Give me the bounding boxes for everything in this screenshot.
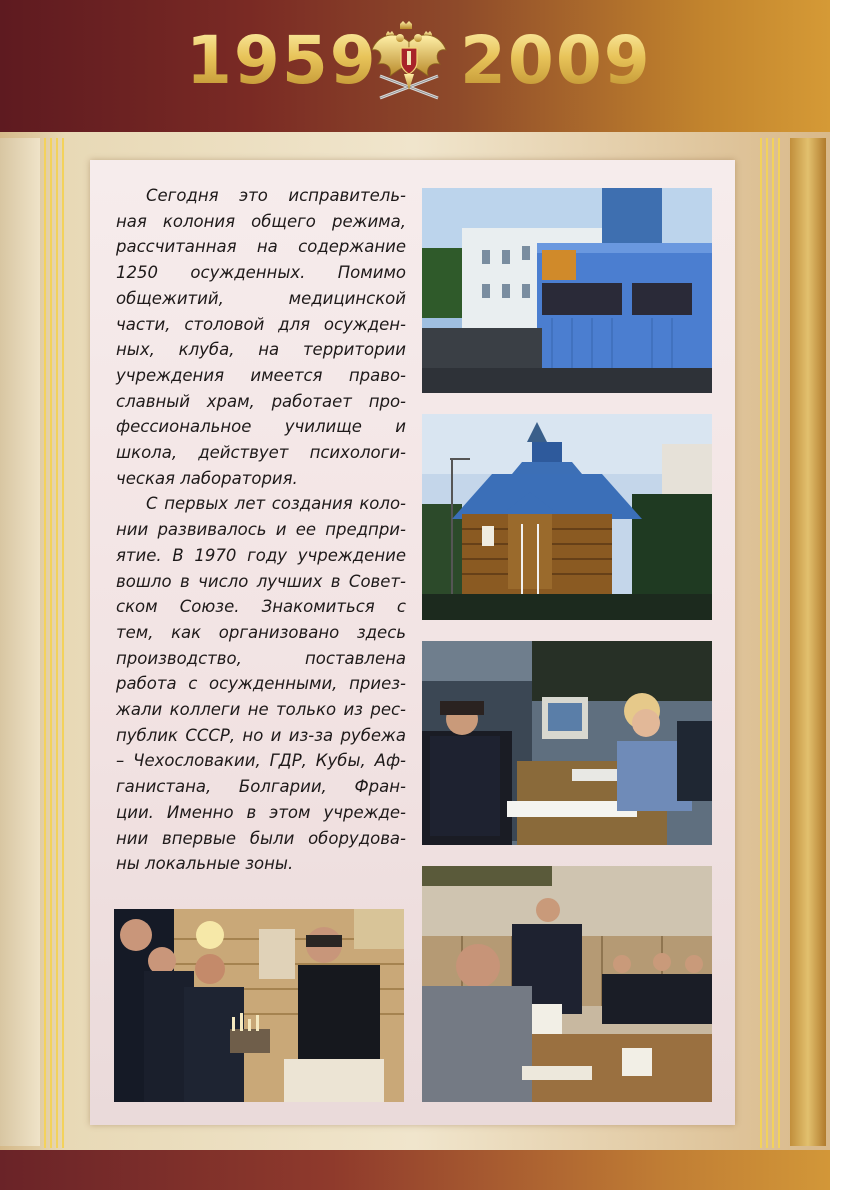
text-line: ных, клуба, на территории <box>116 340 406 360</box>
text-line: ческая лаборатория. <box>116 468 298 488</box>
text-line: части, столовой для осужден- <box>116 314 406 334</box>
text-line: нии впервые были оборудова- <box>116 828 406 848</box>
text-line: рассчитанная на содержание <box>116 237 406 257</box>
text-line: ятие. В 1970 году учреждение <box>116 545 406 565</box>
paragraph-2 <box>116 491 406 877</box>
text-line: ная колония общего режима, <box>116 211 406 231</box>
double-headed-eagle-emblem-icon <box>366 20 452 106</box>
text-line: – Чехословакии, ГДР, Кубы, Аф- <box>116 751 406 771</box>
year-start: 1959 <box>186 22 378 99</box>
photo-orthodox-church <box>422 414 712 620</box>
text-line: ны локальные зоны. <box>116 854 294 874</box>
gold-stripe <box>50 138 52 1148</box>
page-edge <box>830 0 842 1200</box>
text-line: учреждения имеется право- <box>116 365 406 385</box>
text-line: славный храм, работает про- <box>116 391 406 411</box>
year-end: 2009 <box>460 22 652 99</box>
text-line: тем, как организовано здесь <box>116 622 406 642</box>
photo-chapel-interior <box>114 909 404 1102</box>
text-line: публик СССР, но и из-за рубежа <box>116 725 406 745</box>
text-line: ганистана, Болгарии, Фран- <box>116 777 406 797</box>
text-line: жали коллеги не только из рес- <box>116 700 406 720</box>
right-border <box>790 138 826 1146</box>
gold-stripe <box>44 138 46 1148</box>
text-line: фессиональное училище и <box>116 417 406 437</box>
photo-meeting-room <box>422 866 712 1102</box>
text-line: работа с осужденными, приез- <box>116 674 406 694</box>
gold-stripe <box>766 138 768 1148</box>
gold-stripe <box>760 138 762 1148</box>
text-line: нии развивалось и ее предпри- <box>116 520 406 540</box>
text-line: общежитий, медицинской <box>116 288 406 308</box>
text-line: школа, действует психологи- <box>116 443 406 463</box>
paragraph-1 <box>116 183 406 491</box>
gold-stripe <box>56 138 58 1148</box>
gold-stripe <box>62 138 64 1148</box>
page-bottom-edge <box>0 1190 842 1200</box>
left-border <box>0 138 40 1146</box>
gold-stripe <box>772 138 774 1148</box>
text-line: производство, поставлена <box>116 648 406 668</box>
header-band <box>0 0 830 132</box>
gold-stripe <box>778 138 780 1148</box>
text-line: вошло в число лучших в Совет- <box>116 571 406 591</box>
text-line: ском Союзе. Знакомиться с <box>116 597 406 617</box>
text-line: ции. Именно в этом учрежде- <box>116 802 406 822</box>
text-line: 1250 осужденных. Помимо <box>116 263 406 283</box>
photo-colony-building <box>422 188 712 393</box>
photo-office-computer <box>422 641 712 845</box>
footer-band <box>0 1150 830 1190</box>
text-line: Сегодня это исправитель- <box>146 186 406 205</box>
text-line: С первых лет создания коло- <box>146 494 406 514</box>
article-text <box>116 183 406 877</box>
